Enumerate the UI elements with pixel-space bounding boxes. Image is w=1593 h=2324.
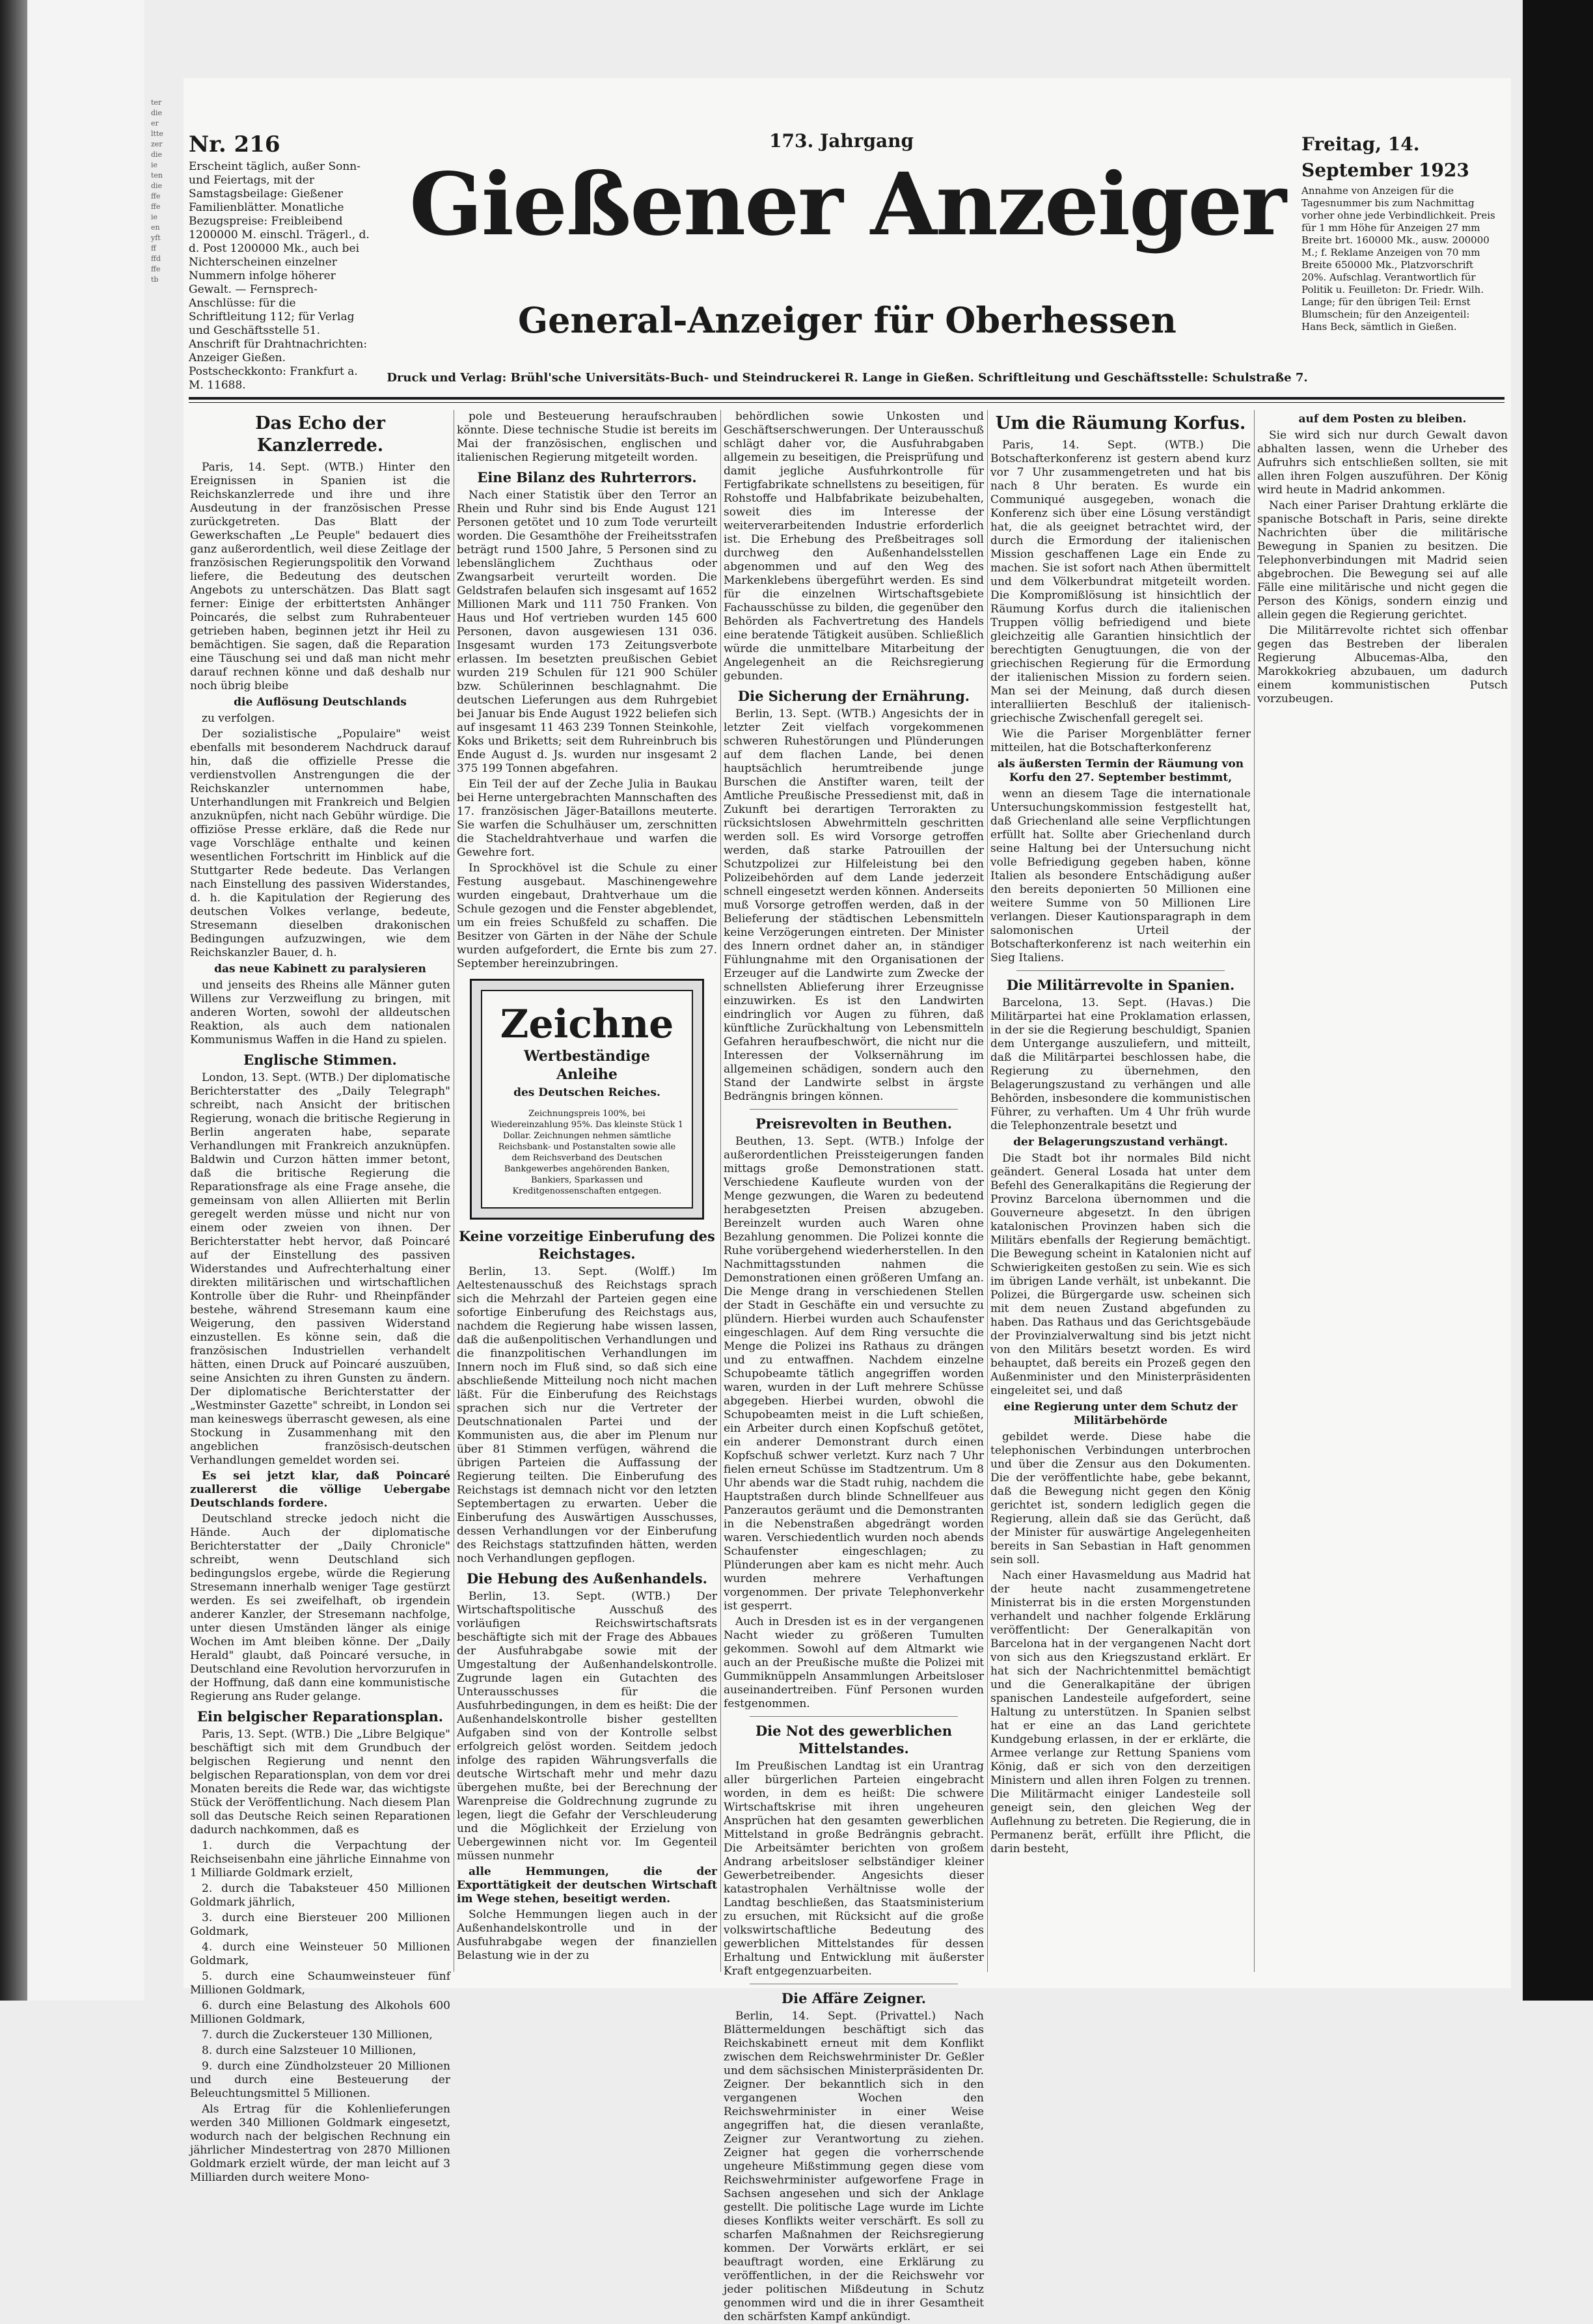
article-paragraph: Auch in Dresden ist es in der vergangenen Nacht wieder zu größeren Tumulten gekommen. Sowohl auf dem Altmarkt wie auch an der Preußische mußte die Polizei mit Gummiknüppeln Ansammlungen Arbeitsloser auseinandertreiben. Fünf Personen wurden festgenommen. <box>724 1615 984 1710</box>
list-item: 8. durch eine Salzsteuer 10 Millionen, <box>202 2044 416 2057</box>
issue-date: Freitag, 14. September 1923 <box>1301 133 1469 181</box>
article-emphasis: Es sei jetzt klar, daß Poincaré zuallererst die völlige Uebergabe Deutschlands fordere. <box>190 1470 450 1510</box>
article-headline: Um die Räumung Korfus. <box>995 413 1246 433</box>
masthead-rule <box>189 397 1504 400</box>
article-paragraph: Wie die Pariser Morgenblätter ferner mitteilen, hat die Botschafterkonferenz <box>990 728 1251 754</box>
article-headline: Keine vorzeitige Einberufung des Reichstages. <box>459 1228 715 1262</box>
article-headline: Die Affäre Zeigner. <box>781 1990 927 2006</box>
article-paragraph: gebildet werde. Diese habe die telephonischen Verbindungen unterbrochen und über die Zensur aus den Dokumenten. Die der veröffentlichte habe, gebe bekannt, daß die Bewegung nicht gegen den König gerichtet ist, sondern lediglich gegen die Regierung, allein daß sie das Gerücht, daß der Minister für auswärtige Angelegenheiten bereits in San Sebastian in Haft genommen sein soll. <box>990 1430 1251 1566</box>
book-binding <box>0 0 27 2001</box>
article-paragraph: Als Ertrag für die Kohlenlieferungen werden 340 Millionen Goldmark eingesetzt, wodurch nach der belgischen Rechnung ein jährlicher Mindestertrag von 2870 Millionen Goldmark erzielt würde, der man leicht auf 3 Milliarden durch weitere Mono- <box>190 2103 450 2184</box>
newspaper-subtitle: General-Anzeiger für Oberhessen <box>518 299 1177 341</box>
edge-text-fragment: er <box>151 119 159 128</box>
list-item: 1. durch die Verpachtung der Reichseisenbahn eine jährliche Einnahme von 1 Milliarde Goldmark erzielt, <box>190 1839 450 1880</box>
article-headline: Die Sicherung der Ernährung. <box>737 688 970 704</box>
column-4 <box>990 410 1251 1978</box>
ad-headline: Zeichne <box>500 1002 674 1047</box>
article-subheading: auf dem Posten zu bleiben. <box>1298 413 1467 426</box>
newspaper-page <box>184 78 1511 2323</box>
article-separator <box>1016 970 1225 971</box>
edge-text-fragment: yft <box>151 234 161 242</box>
edge-text-fragment: ffe <box>151 202 161 211</box>
article-subheading: die Auflösung Deutschlands <box>234 696 407 709</box>
edge-text-fragment: en <box>151 223 160 232</box>
column-5 <box>1257 410 1508 1978</box>
article-paragraph: Der sozialistische „Populaire" weist ebenfalls mit besonderem Nachdruck darauf hin, daß die offizielle Presse die verdienstvollen Anstrengungen die der Reichskanzler unternommen habe, Unterhandlungen mit Frankreich und Belgien anzuknüpfen, nicht nach Gebühr würdige. Die offiziöse Presse erkläre, daß die Rede nur vage Vorschläge enthalte und keinen wesentlichen Fortschritt im Hinblick auf die Stuttgarter Rede bedeute. Das Verlangen nach Einstellung des passiven Widerstandes, d. h. die Kapitulation der Regierung des deutschen Volkes verlange, bedeute, Stresemann dieselben drakonischen Bedingungen aufzuzwingen, wie dem Reichskanzler Bauer, d. h. <box>190 728 450 959</box>
column-1 <box>190 410 450 2184</box>
article-paragraph: Ein Teil der auf der Zeche Julia in Baukau bei Herne untergebrachten Mannschaften des 17. französischen Jäger-Bataillons meuterte. Sie warfen die Schulhäuser um, zerschnitten die Stacheldrahtverhaue und warfen die Gewehre fort. <box>457 778 717 859</box>
column-divider <box>987 410 988 1972</box>
article-paragraph: Deutschland strecke jedoch nicht die Hände. Auch der diplomatische Berichterstatter der „Daily Chronicle" schreibt, wenn Deutschland sich bedingungslos ergebe, würde die Regierung Stresemann innerhalb weniger Tage gestürzt werden. Es sei zweifelhaft, ob irgendein anderer Kanzler, der Stresemann nachfolge, unter diesen Umständen länger als einige Wochen im Amt bleiben könne. Der „Daily Herald" glaubt, daß Poincaré versuche, in Deutschland eine Revolution hervorzurufen in der Hoffnung, daß dann eine kommunistische Regierung ans Ruder gelange. <box>190 1512 450 1703</box>
article-paragraph: Paris, 14. Sept. (WTB.) Die Botschafterkonferenz ist gestern abend kurz vor 7 Uhr zusammengetreten und hat bis nach 8 Uhr beraten. Es wurde ein Communiqué ausgegeben, wonach die Konferenz sich über eine Lösung verständigt hat, die als geeignet betrachtet wird, der durch die Ermordung der italienischen Mission geschaffenen Lage ein Ende zu machen. Sie ist sofort nach Athen übermittelt und dem Völkerbundrat mitgeteilt worden. Die Kompromißlösung ist hinsichtlich der Räumung Korfus durch die italienischen Truppen völlig befriedigend und biete gleichzeitig alle Garantien hinsichtlich der berechtigten Genugtuungen, die von der griechischen Regierung für die Ermordung der italienischen Mission zu fordern seien. Man sei der Meinung, daß durch diesen interalliierten Beschluß der italienisch-griechische Zwischenfall geregelt sei. <box>990 439 1251 725</box>
edge-text-fragment: ten <box>151 171 163 180</box>
article-continuation: pole und Besteuerung heraufschrauben könnte. Diese technische Studie ist bereits im Mai der französischen, englischen und italienischen Regierung mitgeteilt worden. <box>457 410 717 464</box>
imprint-line: Druck und Verlag: Brühl'sche Universitäts-Buch- und Steindruckerei R. Lange in Gießen. Schriftleitung und Geschäftsstelle: Schulstraße 7. <box>387 371 1308 385</box>
article-subheading: der Belagerungszustand verhängt. <box>1013 1136 1228 1149</box>
article-separator <box>750 1109 958 1110</box>
article-headline: Die Not des gewerblichen Mittelstandes. <box>755 1723 953 1757</box>
ad-fineprint: Zeichnungspreis 100%, bei Wiedereinzahlung 95%. Das kleinste Stück 1 Dollar. Zeichnungen nehmen sämtliche Reichsbank- und Postanstalten sowie alle dem Reichsverband des Deutschen Bankgewerbes angehörenden Banken, Bankiers, Sparkassen und Kreditgenossenschaften entgegen. <box>491 1109 683 1196</box>
article-paragraph: In Sprockhövel ist die Schule zu einer Festung ausgebaut. Maschinengewehre wurden eingebaut, Drahtverhaue um die Schule gezogen und die Fenster abgeblendet, um ein freies Schußfeld zu schaffen. Die Besitzer von Gärten in der Nähe der Schule wurden aufgefordert, die Ernte bis zum 27. September hereinzubringen. <box>457 862 717 970</box>
article-paragraph: Solche Hemmungen liegen auch in der Außenhandelskontrolle und in der Ausfuhrabgabe wegen der finanziellen Belastung wie in der zu <box>457 1908 717 1962</box>
article-paragraph: Im Preußischen Landtag ist ein Urantrag aller bürgerlichen Parteien eingebracht worden, in dem es heißt: Die schwere Wirtschaftskrise mit ihren ungeheuren Ansprüchen hat den gesamten gewerblichen Mittelstand in große Bedrängnis gebracht. Die Arbeitsämter berichten von großem Andrang arbeitsloser selbständiger kleiner Gewerbetreibender. Angesichts dieser katastrophalen Verhältnisse wolle der Landtag beschließen, das Staatsministerium zu ersuchen, mit Rücksicht auf die große volkswirtschaftliche Bedeutung des gewerblichen Mittelstandes für dessen Erhaltung und Entwicklung mit äußerster Kraft entgegenzuarbeiten. <box>724 1760 984 1978</box>
ad-line: des Deutschen Reiches. <box>513 1086 660 1099</box>
edge-text-fragment: tb <box>151 275 159 284</box>
article-paragraph: Nach einer Havasmeldung aus Madrid hat der heute nacht zusammengetretene Ministerrat bis in die ersten Morgenstunden verhandelt und nachher folgende Erklärung veröffentlicht: Der Generalkapitän von Barcelona hat in der vergangenen Nacht dort von sich aus den Kriegszustand erklärt. Er hat sich der Nachrichtenmittel bemächtigt und die Generalkapitäne der übrigen spanischen Landesteile aufgefordert, seine Haltung zu unterstützen. In Spanien selbst hat er eine an das Land gerichtete Kundgebung erlassen, in der er erklärte, die Armee verlange zur Rettung Spaniens vom König, daß er sich von den derzeitigen Ministern und allen ihren Folgen zu trennen. Die Militärmacht einiger Landesteile soll geneigt sein, den gleichen Weg der Auflehnung zu betreten. Die Regierung, die in Permanenz berät, erfüllt ihre Pflicht, die darin besteht, <box>990 1569 1251 1855</box>
article-paragraph: Berlin, 14. Sept. (Privattel.) Nach Blättermeldungen beschäftigt sich das Reichskabinett erneut mit dem Konflikt zwischen dem Reichswehrminister Dr. Geßler und dem sächsischen Ministerpräsidenten Dr. Zeigner. Der bekanntlich sich in den vergangenen Wochen den Reichswehrminister in einer Weise angegriffen hat, die diesen veranlaßte, Zeigner zur Verantwortung zu ziehen. Zeigner hat gegen die vorherrschende ungeheure Mißstimmung gegen diese vom Reichswehrminister aufgeworfene Frage in Sachsen angesehen und sich der Anklage gestellt. Die politische Lage wurde im Lichte dieses Konflikts weiter verschärft. Es soll zu scharfen Maßnahmen der Reichsregierung kommen. Der Vorwärts erklärt, er sei beauftragt worden, eine Erklärung zu veröffentlichen, in der die Reichswehr vor jeder politischen Mißdeutung in Schutz genommen wird und die in ihrer Gesamtheit den schärfsten Kampf ankündigt. <box>724 2010 984 2323</box>
article-paragraph: Beuthen, 13. Sept. (WTB.) Infolge der außerordentlichen Preissteigerungen fanden mittags große Demonstrationen statt. Verschiedene Kaufleute wurden von der Menge gezwungen, die Waren zu bedeutend herabgesetzten Preisen abzugeben. Bereinzelt wurden auch Waren ohne Bezahlung genommen. Die Polizei konnte die Ruhe vorübergehend wiederherstellen. In den Nachmittagsstunden nahmen die Demonstrationen einen größeren Umfang an. Die Menge drang in verschiedenen Stellen der Stadt in Geschäfte ein und versuchte zu plündern. Hierbei wurden auch Schaufenster eingeschlagen. Auf dem Ring versuchte die Menge die Polizei ins Rathaus zu drängen und zu entwaffnen. Nachdem einzelne Schupobeamte tätlich angegriffen worden waren, wurden in der Luft mehrere Schüsse abgegeben. Hierbei wurden, obwohl die Schupobeamten meist in die Luft schießen, ein Arbeiter durch einen Kopfschuß getötet, ein anderer Demonstrant durch einen Kopfschuß schwer verletzt. Kurz nach 7 Uhr fielen erneut Schüsse im Stadtzentrum. Um 8 Uhr abends war die Stadt ruhig, nachdem die Hauptstraßen durch blinde Schnellfeuer aus Panzerautos geräumt und die Demonstranten in die Nebenstraßen abgedrängt worden waren. Verschiedentlich wurden noch abends Schaufenster eingeschlagen; zu Plünderungen aber kam es nicht mehr. Auch wurden mehrere Verhaftungen vorgenommen. Der private Telephonverkehr ist gesperrt. <box>724 1135 984 1613</box>
article-separator <box>750 1716 958 1717</box>
article-paragraph: Sie wird sich nur durch Gewalt davon abhalten lassen, wenn die Urheber des Aufruhrs sich entschließen sollten, sie mit allen ihren Folgen auszuführen. Der König wird heute in Madrid ankommen. <box>1257 429 1508 497</box>
column-3 <box>724 410 984 2323</box>
list-item: 4. durch eine Weinsteuer 50 Millionen Goldmark, <box>190 1941 450 1967</box>
list-item: 3. durch eine Biersteuer 200 Millionen Goldmark, <box>190 1911 450 1938</box>
edge-text-fragment: ltte <box>151 130 163 138</box>
article-headline: Preisrevolten in Beuthen. <box>755 1115 953 1132</box>
edge-text-fragment: die <box>151 150 163 159</box>
list-item: 5. durch eine Schaumweinsteuer fünf Millionen Goldmark, <box>190 1970 450 1997</box>
column-2 <box>457 410 717 1978</box>
edge-text-fragment: ter <box>151 98 162 107</box>
article-continuation: behördlichen sowie Unkosten und Geschäftserschwerungen. Der Unterausschuß schlägt daher vor, die Ausfuhrabgaben allgemein zu beseitigen, die Preisprüfung und damit jegliche Ausfuhrkontrolle für Fertigfabrikate schnellstens zu beseitigen, für Rohstoffe und Halbfabrikate beizubehalten, soweit dies im Interesse der weiterverarbeitenden Industrie erforderlich ist. Die Erhebung des Preßbeitrages soll durchweg den Außenhandelsstellen abgenommen und auf den Weg des Markenklebens übergeführt werden. Es sind für die einzelnen Wirtschaftsgebiete Fachausschüsse zu bilden, die gegenüber den Behörden als Fachvertretung des Handels eine beratende Tätigkeit ausüben. Schließlich würde die unmittelbare Mitarbeitung der Angelegenheit an die Reichsregierung gebunden. <box>724 410 984 683</box>
volume-year: 173. Jahrgang <box>769 130 914 152</box>
scan-background <box>1523 0 1593 2001</box>
facing-page-edge <box>27 0 144 2001</box>
article-paragraph: London, 13. Sept. (WTB.) Der diplomatische Berichterstatter des „Daily Telegraph" schreibt, nach Ansicht der britischen Regierung, wonach die britische Regierung in Berlin angeraten habe, separate Verhandlungen mit Frankreich anzuknüpfen. Baldwin und Curzon hätten immer betont, daß die britische Regierung die Reparationsfrage als eine Frage ansehe, die gemeinsam von allen Alliierten mit Berlin geregelt werden müsse und nicht nur von einem oder zweien von ihnen. Der Berichterstatter hebt hervor, daß Poincaré auf der Einstellung des passiven Widerstandes und Aufrechterhaltung einer direkten militärischen und wirtschaftlichen Kontrolle über die Ruhr- und Rheinpfänder bestehe, während Stresemann kaum eine Weigerung, den passiven Widerstand einzustellen. Es könne sein, daß die französischen Industriellen verhandelt hätten, einen Druck auf Poincaré auszuüben, seine Ansichten zu ihren Gunsten zu ändern. Der diplomatische Berichterstatter der „Westminster Gazette" schreibt, in London sei man keineswegs überrascht gewesen, als eine Stockung in Zusammenhang mit den angeblichen französisch-deutschen Verhandlungen gemeldet worden sei. <box>190 1071 450 1467</box>
article-paragraph: Berlin, 13. Sept. (WTB.) Der Wirtschaftspolitische Ausschuß des vorläufigen Reichswirtschaftsrats beschäftigte sich mit der Frage des Abbaues der Ausfuhrabgabe sowie mit der Umgestaltung der Außenhandelskontrolle. Zugrunde lagen ein Gutachten des Unterausschusses für die Ausfuhrbedingungen, in dem es heißt: Die der Außenhandelskontrolle bisher gestellten Aufgaben sind von der Kontrolle selbst erfolgreich gelöst worden. Seitdem jedoch infolge des rapiden Währungsverfalls die deutsche Wirtschaft mehr und mehr dazu übergehen mußte, bei der Berechnung der Warenpreise die Goldrechnung zugrunde zu legen, liegt die Gefahr der Verschleuderung und die Möglichkeit der Erzielung von Uebergewinnen nicht vor. Im Gegenteil müssen nunmehr <box>457 1590 717 1863</box>
loan-advertisement <box>470 979 704 1220</box>
article-paragraph: und jenseits des Rheins alle Männer guten Willens zur Verzweiflung zu bringen, mit anderen Worten, sowohl der alldeutschen Reaktion, als auch dem nationalen Kommunismus Waffen in die Hand zu spielen. <box>190 979 450 1046</box>
list-item: 6. durch eine Belastung des Alkohols 600 Millionen Goldmark, <box>190 1999 450 2026</box>
article-emphasis: alle Hemmungen, die der Exporttätigkeit der deutschen Wirtschaft im Wege stehen, beseitigt werden. <box>457 1865 717 1906</box>
article-paragraph: Nach einer Pariser Drahtung erklärte die spanische Botschaft in Paris, seine direkte Nachrichten über die militärische Bewegung in Spanien zu besitzen. Die Telephonverbindungen mit Madrid seien abgebrochen. Die Bewegung sei auf alle Fälle eine militärische und nicht gegen die Person des Königs, sondern einzig und allein gegen die Regierung gerichtet. <box>1257 499 1508 622</box>
masthead-left-info <box>189 131 371 392</box>
edge-text-fragment: ie <box>151 161 158 169</box>
article-headline: Ein belgischer Reparationsplan. <box>197 1708 444 1725</box>
edge-text-fragment: zer <box>151 140 163 148</box>
list-item: 2. durch die Tabaksteuer 450 Millionen Goldmark jährlich, <box>190 1882 450 1909</box>
edge-text-fragment: die <box>151 182 163 190</box>
edge-text-fragment: die <box>151 109 163 117</box>
column-divider <box>1254 410 1255 1972</box>
article-headline: Das Echo der Kanzlerrede. <box>255 413 385 456</box>
article-subheading: als äußersten Termin der Räumung von Korfu den 27. September bestimmt, <box>997 758 1244 784</box>
article-headline: Die Militärrevolte in Spanien. <box>1006 977 1235 993</box>
article-headline: Englische Stimmen. <box>243 1052 397 1068</box>
article-headline: Die Hebung des Außenhandels. <box>467 1570 707 1587</box>
article-subheading: eine Regierung unter dem Schutz der Militärbehörde <box>1003 1401 1238 1427</box>
list-item: 9. durch eine Zündholzsteuer 20 Millionen und durch eine Besteuerung der Beleuchtungsmittel 5 Millionen. <box>190 2060 450 2100</box>
column-divider <box>720 410 721 1972</box>
ad-line: Anleihe <box>556 1066 618 1083</box>
edge-text-fragment: ffe <box>151 192 161 200</box>
article-paragraph: Paris, 13. Sept. (WTB.) Die „Libre Belgique" beschäftigt sich mit dem Grundbuch der belgischen Regierung und nennt den belgischen Reparationsplan, von dem vor drei Monaten bereits die Rede war, das wichtigste Stück der Veröffentlichung. Nach diesem Plan soll das Deutsche Reich seinen Reparationen dadurch nachkommen, daß es <box>190 1728 450 1837</box>
article-paragraph: Paris, 14. Sept. (WTB.) Hinter den Ereignissen in Spanien ist die Reichskanzlerrede und ihre und ihre Ausdeutung in der französischen Presse zurückgetreten. Das Blatt der Gewerkschaften „Le Peuple" bedauert dies ganz außerordentlich, weil diese Zeitlage der französischen Regierungspolitik den Vorwand liefere, die Bedeutung des deutschen Angebots zu unterschätzen. Das Blatt sagt ferner: Einige der erbittertsten Anhänger Poincarés, die selbst zum Ruhrabenteuer getrieben haben, beginnen jetzt ihr Heil zu bemächtigen. Sie sagen, daß die Reparation eine Täuschung sei und daß man nicht mehr darauf rechnen könne und daß deshalb nur noch übrig bleibe <box>190 461 450 692</box>
edge-text-fragment: ie <box>151 213 158 221</box>
newspaper-title: Gießener Anzeiger <box>409 154 1285 255</box>
article-headline: Eine Bilanz des Ruhrterrors. <box>477 469 697 485</box>
facing-page-text-fragments <box>151 98 184 285</box>
article-paragraph: Berlin, 13. Sept. (WTB.) Angesichts der in letzter Zeit vielfach vorgekommenen schweren Ruhestörungen und Plünderungen auf dem flachen Lande, bei denen hauptsächlich herumtreibende junge Burschen die Anstifter waren, teilt der Amtliche Preußische Pressedienst mit, daß in Zukunft bei derartigen Terrorakten zu rücksichtslosen Abwehrmitteln geschritten werden soll. Es wird Vorsorge getroffen werden, daß starke Patrouillen der Schutzpolizei zur Hilfeleistung bei den Polizeibehörden auf dem Lande jederzeit schnell eingesetzt werden können. Anderseits muß Vorsorge getroffen werden, daß in der Belieferung der städtischen Lebensmitteln keine Verzögerungen eintreten. Der Minister des Innern ordnet daher an, in ständiger Fühlungnahme mit den Organisationen der Erzeuger auf die Landwirte zum Zwecke der schnellsten Ablieferung ihrer Erzeugnisse einzuwirken. Es ist den Landwirten eindringlich vor Augen zu führen, daß künftliche Zurückhaltung von Lebensmitteln Gefahren heraufbeschwört, die nicht nur die Interessen der Volksernährung im allgemeinen schädigen, sondern auch den Stand der Landwirte selbst in ärgste Bedrängnis bringen können. <box>724 707 984 1103</box>
edge-text-fragment: ffe <box>151 265 161 273</box>
article-paragraph: wenn an diesem Tage die internationale Untersuchungskommission festgestellt hat, daß Griechenland alle seine Verpflichtungen erfüllt hat. Sollte aber Griechenland durch seine Haltung bei der Untersuchung nicht volle Befriedigung gegeben haben, könne Italien als besondere Entschädigung außer den bereits deponierten 50 Millionen eine weitere Summe von 50 Millionen Lire verlangen. Dieser Kautionsparagraph in dem salomonischen Urteil der Botschafterkonferenz ist nach weiterhin ein Sieg Italiens. <box>990 787 1251 964</box>
ad-line: Wertbeständige <box>524 1048 650 1065</box>
article-paragraph: Die Stadt bot ihr normales Bild nicht geändert. General Losada hat unter dem Befehl des Generalkapitäns die Regierung der Provinz Barcelona übernommen und die Gouverneure abgesetzt. In den übrigen katalonischen Provinzen haben sich die Militärs ebenfalls der Regierung bemächtigt. Die Bewegung scheint in Katalonien nicht auf Schwierigkeiten gestoßen zu sein. Wie es sich im übrigen Lande verhält, ist unbekannt. Die Polizei, die Bürgergarde usw. scheinen sich mit dem neuen Zustand abgefunden zu haben. Das Rathaus und das Gerichtsgebäude der Provinzialverwaltung sind bis jetzt nicht von den Militärs besetzt worden. Es wird behauptet, daß bereits ein Prozeß gegen den Außenminister und den Ministerpräsidenten eingeleitet sei, und daß <box>990 1152 1251 1397</box>
advertising-info: Annahme von Anzeigen für die Tagesnummer bis zum Nachmittag vorher ohne jede Verbindlichkeit. Preis für 1 mm Höhe für Anzeigen 27 mm Breite brt. 160000 Mk., ausw. 200000 M.; f. Reklame Anzeigen von 70 mm Breite 650000 Mk., Platzvorschrift 20%. Aufschlag. Verantwortlich für Politik u. Feuilleton: Dr. Friedr. Wilh. Lange; für den übrigen Teil: Ernst Blumschein; für den Anzeigenteil: Hans Beck, sämtlich in Gießen. <box>1301 185 1495 333</box>
masthead-right-info <box>1301 131 1497 333</box>
masthead-rule-thin <box>189 402 1504 403</box>
article-subheading: das neue Kabinett zu paralysieren <box>214 963 426 976</box>
list-item: 7. durch die Zuckersteuer 130 Millionen, <box>202 2029 433 2042</box>
article-paragraph: zu verfolgen. <box>202 712 275 725</box>
edge-text-fragment: ffd <box>151 254 161 263</box>
article-paragraph: Berlin, 13. Sept. (Wolff.) Im Aeltestenausschuß des Reichstags sprach sich die Mehrzahl der Parteien gegen eine sofortige Einberufung des Reichstags aus, nachdem die Regierung habe wissen lassen, daß die außenpolitischen Verhandlungen und die finanzpolitischen Verhandlungen im Innern noch im Fluß sind, so daß sich eine abschließende Mitteilung noch nicht machen läßt. Für die Einberufung des Reichstags sprachen sich nur die Vertreter der Deutschnationalen Partei und der Kommunisten aus, die aber im Plenum nur über 81 Stimmen verfügen, während die übrigen Parteien die Auffassung der Regierung teilten. Die Einberufung des Reichstags ist demnach nicht vor den letzten Septembertagen zu erwarten. Ueber die Einberufung des Auswärtigen Ausschusses, dessen Verhandlungen vor der Einberufung des Reichstags stattzufinden hätten, werden noch Verhandlungen gepflogen. <box>457 1265 717 1565</box>
article-paragraph: Die Militärrevolte richtet sich offenbar gegen das Bestreben der liberalen Regierung Albucemas-Alba, den Marokkokrieg abzubauen, um dadurch einem kommunistischen Putsch vorzubeugen. <box>1257 624 1508 705</box>
article-paragraph: Nach einer Statistik über den Terror an Rhein und Ruhr sind bis Ende August 121 Personen getötet und 10 zum Tode verurteilt worden. Die Gesamthöhe der Freiheitsstrafen beträgt rund 1500 Jahre, 5 Personen sind zu lebenslänglichem Zuchthaus oder Zwangsarbeit verurteilt worden. Die Geldstrafen belaufen sich insgesamt auf 1652 Millionen Mark und 111 750 Franken. Von Haus und Hof vertrieben wurden 145 600 Personen, davon ausgewiesen 131 036. Insgesamt wurden 173 Zeitungsverbote erlassen. Im besetzten preußischen Gebiet wurden 219 Schulen für 121 900 Schüler bzw. Schülerinnen beschlagnahmt. Die deutschen Lieferungen aus dem Ruhrgebiet bei Januar bis Ende August 1922 beliefen sich auf insgesamt 11 463 239 Tonnen Steinkohle, Koks und Briketts; seit dem Ruhreinbruch bis Ende August d. Js. wurden nur insgesamt 2 375 199 Tonnen abgefahren. <box>457 489 717 775</box>
edge-text-fragment: ff <box>151 244 156 253</box>
subscription-info: Erscheint täglich, außer Sonn- und Feiertags, mit der Samstagsbeilage: Gießener Familienblätter. Monatliche Bezugspreise: Freibleibend 1200000 M. einschl. Trägerl., d. d. Post 1200000 Mk., auch bei Nichterscheinen einzelner Nummern infolge höherer Gewalt. — Fernsprech-Anschlüsse: für die Schriftleitung 112; für Verlag und Geschäftsstelle 51. Anschrift für Drahtnachrichten: Anzeiger Gießen. Postscheckkonto: Frankfurt a. M. 11688. <box>189 160 370 392</box>
article-paragraph: Barcelona, 13. Sept. (Havas.) Die Militärpartei hat eine Proklamation erlassen, in der sie die Regierung beschuldigt, Spanien dem Untergange auszuliefern, und mitteilt, daß die Militärpartei beschlossen habe, die Regierung zu übernehmen, den Belagerungszustand zu verhängen und alle Behörden, insbesondere die kommunistischen Führer, zu verhaften. Um 4 Uhr früh wurde die Telephonzentrale besetzt und <box>990 996 1251 1132</box>
issue-number: Nr. 216 <box>189 131 280 157</box>
